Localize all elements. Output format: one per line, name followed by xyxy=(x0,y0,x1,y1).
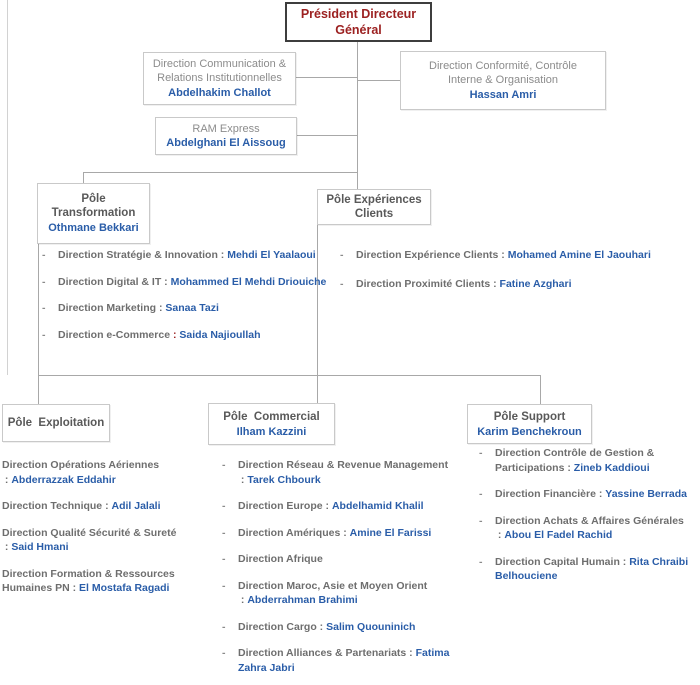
separator: : xyxy=(340,526,350,539)
direction-item xyxy=(340,248,675,263)
pole-exploitation-box xyxy=(2,404,110,442)
direction-label: Direction Technique xyxy=(2,500,103,512)
director-name: Mohamed Amine El Jaouhari xyxy=(507,249,651,261)
direction-label: Direction Digital & IT xyxy=(58,275,162,288)
ram-express-director-name: Abdelghani El Aissoug xyxy=(166,137,286,149)
dash-bullet: - xyxy=(222,647,226,659)
direction-label: Direction Expérience Clients xyxy=(356,249,499,261)
pole-commercial-head-name: Ilham Kazzini xyxy=(236,425,307,438)
director-name: Amine El Farissi xyxy=(349,526,432,539)
separator: : xyxy=(102,500,112,512)
director-name: Salim Quouninich xyxy=(326,620,416,633)
direction-item xyxy=(2,526,204,555)
dash-bullet: - xyxy=(222,553,226,565)
conformite-label-line2: Interne & Organisation xyxy=(447,74,559,87)
direction-label: Direction e-Commerce xyxy=(58,328,171,341)
president-title-line1: Président Directeur xyxy=(300,7,417,21)
separator: : xyxy=(161,275,171,288)
director-name: Mehdi El Yaalaoui xyxy=(227,249,316,261)
direction-item xyxy=(222,499,465,514)
dash-bullet: - xyxy=(222,459,226,471)
separator: : xyxy=(564,461,574,474)
direction-label: Direction Proximité Clients xyxy=(356,277,491,290)
pole-transformation-box xyxy=(37,183,150,244)
direction-label: Direction Opérations Aériennes xyxy=(2,459,160,471)
director-name: Abdelhamid Khalil xyxy=(331,500,424,512)
pole-commercial-box xyxy=(208,403,335,445)
conformite-director-name: Hassan Amri xyxy=(469,88,537,101)
direction-label: Direction Capital Humain xyxy=(495,555,620,568)
direction-item xyxy=(340,277,675,292)
direction-item xyxy=(42,275,334,290)
separator: : xyxy=(156,302,166,314)
separator: : xyxy=(498,249,508,261)
dash-bullet: - xyxy=(42,328,46,341)
direction-item xyxy=(42,301,334,316)
direction-item xyxy=(222,646,465,675)
communication-label-line1: Direction Communication & xyxy=(152,57,287,70)
director-name: Said Hmani xyxy=(11,541,69,553)
president-title-line2: Général xyxy=(335,23,382,37)
pole-transformation-title-line2: Transformation xyxy=(51,207,136,219)
direction-label: Direction Europe xyxy=(238,500,323,512)
direction-item xyxy=(222,458,465,487)
director-name: Fatine Azghari xyxy=(499,277,572,290)
communication-label-line2: Relations Institutionnelles xyxy=(157,72,282,85)
dash-bullet: - xyxy=(479,555,483,568)
pole-support-title: Pôle Support xyxy=(493,410,566,423)
pole-exploitation-title: Pôle Exploitation xyxy=(7,417,105,429)
dash-bullet: - xyxy=(42,249,46,261)
direction-item xyxy=(42,328,334,343)
director-name: Abderrahman Brahimi xyxy=(247,594,358,606)
direction-item xyxy=(479,446,693,475)
direction-label: Direction Qualité Sécurité & Sureté xyxy=(2,526,177,539)
pole-support-head-name: Karim Benchekroun xyxy=(477,425,582,438)
dash-bullet: - xyxy=(340,277,344,290)
connector-drop-support xyxy=(540,375,541,404)
separator: : xyxy=(595,488,606,500)
dash-bullet: - xyxy=(479,514,483,527)
direction-label: Direction Afrique xyxy=(238,553,323,565)
dash-bullet: - xyxy=(42,302,46,314)
separator: : xyxy=(322,500,332,512)
pole-commercial-title: Pôle Commercial xyxy=(223,410,320,423)
direction-label: Direction Marketing xyxy=(58,302,157,314)
direction-item xyxy=(222,552,465,567)
pole-transformation-list xyxy=(42,248,334,354)
separator: : xyxy=(406,647,416,659)
director-name: El Mostafa Ragadi xyxy=(79,582,170,594)
dash-bullet: - xyxy=(340,249,344,261)
ram-express-box xyxy=(155,117,297,155)
pole-transformation-title-line1: Pôle xyxy=(81,193,106,205)
direction-item xyxy=(222,579,465,608)
pole-experiences-clients-list xyxy=(340,248,675,305)
page-border-left xyxy=(7,0,8,375)
direction-label: Direction Formation & Ressources Humaines PN xyxy=(2,567,175,594)
dash-bullet: - xyxy=(479,488,483,500)
separator: : xyxy=(495,529,505,541)
dash-bullet: - xyxy=(222,579,226,592)
separator: : xyxy=(316,620,327,633)
pole-support-box xyxy=(467,404,592,444)
pole-transformation-head-name: Othmane Bekkari xyxy=(48,222,139,234)
separator: : xyxy=(619,555,630,568)
director-name: Abou El Fadel Rachid xyxy=(504,529,613,541)
direction-item xyxy=(2,499,204,514)
connector-communication xyxy=(294,77,357,78)
director-name: Rita Chraibi Belhouciene xyxy=(495,555,689,582)
connector-branch-row2 xyxy=(38,375,541,376)
bracket-transformation xyxy=(38,242,39,404)
director-name: Fatima Zahra Jabri xyxy=(238,647,450,674)
connector-conformite xyxy=(357,80,400,81)
president-box xyxy=(285,2,432,42)
director-name: Mohammed El Mehdi Driouiche xyxy=(170,275,327,288)
director-name: Adil Jalali xyxy=(111,500,161,512)
separator: : xyxy=(238,473,248,486)
separator: : xyxy=(2,541,12,553)
dash-bullet: - xyxy=(222,620,226,633)
direction-item xyxy=(479,555,693,584)
director-name: Yassine Berrada xyxy=(605,488,688,500)
director-name: Tarek Chbourk xyxy=(247,473,321,486)
pole-support-list xyxy=(479,446,693,596)
separator: : xyxy=(69,582,80,594)
direction-item xyxy=(222,620,465,635)
direction-item xyxy=(479,514,693,543)
communication-box xyxy=(143,52,296,105)
pole-experiences-title-line2: Clients xyxy=(354,208,394,220)
separator: : xyxy=(490,277,500,290)
direction-item xyxy=(479,487,693,502)
director-name: Sanaa Tazi xyxy=(165,302,219,314)
direction-label: Direction Stratégie & Innovation xyxy=(58,249,218,261)
direction-label: Direction Contrôle de Gestion & Participations xyxy=(495,447,655,474)
direction-label: Direction Achats & Affaires Générales xyxy=(495,514,684,527)
communication-director-name: Abdelhakim Challot xyxy=(168,86,271,99)
ram-express-label: RAM Express xyxy=(192,122,260,135)
direction-item xyxy=(222,526,465,541)
director-name: Saida Najioullah xyxy=(179,328,261,341)
direction-item xyxy=(2,567,204,596)
direction-label: Direction Alliances & Partenariats xyxy=(238,647,407,659)
pole-commercial-list xyxy=(222,458,465,685)
pole-experiences-title-line1: Pôle Expériences xyxy=(326,194,422,206)
separator: : xyxy=(217,249,228,261)
connector-root-vertical xyxy=(357,40,358,190)
dash-bullet: - xyxy=(42,275,46,288)
direction-item xyxy=(2,458,204,487)
direction-label: Direction Réseau & Revenue Management xyxy=(238,459,449,471)
direction-label: Direction Maroc, Asie et Moyen Orient xyxy=(238,579,428,592)
separator: : xyxy=(238,594,248,606)
connector-ram xyxy=(295,135,357,136)
conformite-box xyxy=(400,51,606,110)
dash-bullet: - xyxy=(222,526,226,539)
director-name: Zineb Kaddioui xyxy=(573,461,650,474)
separator: : xyxy=(2,473,12,486)
direction-label: Direction Amériques xyxy=(238,526,341,539)
dash-bullet: - xyxy=(479,447,483,459)
pole-exploitation-list xyxy=(2,458,204,608)
direction-item xyxy=(42,248,334,263)
director-name: Abderrazzak Eddahir xyxy=(11,473,116,486)
separator: : xyxy=(170,328,180,341)
connector-branch-row1 xyxy=(83,172,357,173)
direction-label: Direction Financière xyxy=(495,488,596,500)
pole-experiences-clients-box xyxy=(317,189,431,225)
conformite-label-line1: Direction Conformité, Contrôle xyxy=(429,59,577,72)
dash-bullet: - xyxy=(222,500,226,512)
direction-label: Direction Cargo xyxy=(238,620,317,633)
